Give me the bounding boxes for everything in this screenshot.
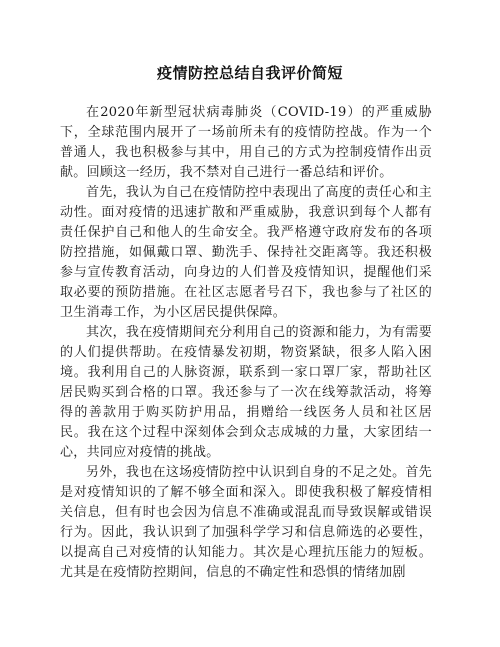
- document-title: 疫情防控总结自我评价简短: [156, 64, 343, 82]
- paragraph-shortcomings: 另外，我也在这场疫情防控中认识到自身的不足之处。首先是对疫情知识的了解不够全面和深入。即使我积极了解疫情相关信息，但有时也会因为信息不准确或混乱而导致误解或错误行为。因此，我认识到了加强科学学习和信息筛选的必要性，以提高自己对疫情的认知能力。其次是心理抗压能力的短板。尤其是在疫情防控期间，信息的不确定性和恐惧的情绪加剧: [60, 465, 432, 580]
- document-body: [60, 103, 432, 583]
- paragraph-responsibility: 首先，我认为自己在疫情防控中表现出了高度的责任心和主动性。面对疫情的迅速扩散和严重威胁，我意识到每个人都有责任保护自己和他人的生命安全。我严格遵守政府发布的各项防控措施，如佩戴口罩、勤洗手、保持社交距离等。我还积极参与宣传教育活动，向身边的人们普及疫情知识，提醒他们采取必要的预防措施。在社区志愿者号召下，我也参与了社区的卫生消毒工作，为小区居民提供保障。: [60, 185, 432, 320]
- paragraph-helping-others: 其次，我在疫情期间充分利用自己的资源和能力，为有需要的人们提供帮助。在疫情暴发初期，物资紧缺，很多人陷入困境。我利用自己的人脉资源，联系到一家口罩厂家，帮助社区居民购买到合格的口罩。我还参与了一次在线筹款活动，将筹得的善款用于购买防护用品，捐赠给一线医务人员和社区居民。我在这个过程中深刻体会到众志成城的力量，大家团结一心，共同应对疫情的挑战。: [60, 325, 432, 460]
- paragraph-intro: 在2020年新型冠状病毒肺炎（COVID-19）的严重威胁下，全球范围内展开了一场前所未有的疫情防控战。作为一个普通人，我也积极参与其中，用自己的方式为控制疫情作出贡献。回顾这一经历，我不禁对自己进行一番总结和评价。: [60, 105, 432, 180]
